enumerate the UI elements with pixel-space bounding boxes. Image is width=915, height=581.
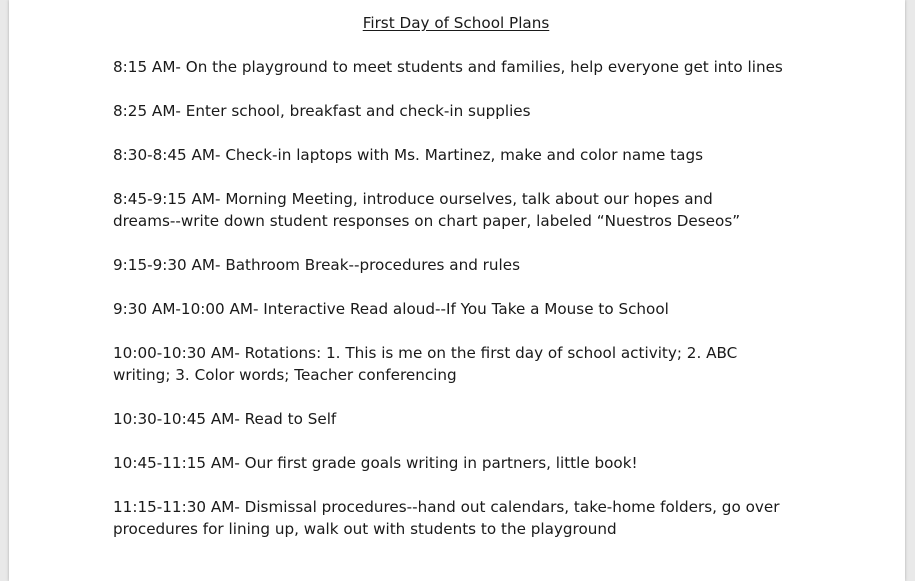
schedule-entry xyxy=(113,188,813,232)
entry-line: 11:15-11:30 AM- Dismissal procedures--hand out calendars, take-home folders, go over xyxy=(113,498,780,516)
schedule-entry xyxy=(113,408,813,430)
entry-line: dreams--write down student responses on chart paper, labeled “Nuestros Deseos” xyxy=(113,212,741,230)
entry-line: 10:00-10:30 AM- Rotations: 1. This is me on the first day of school activity; 2. ABC xyxy=(113,344,738,362)
schedule-entry xyxy=(113,144,813,166)
schedule-entry xyxy=(113,496,813,540)
schedule-entry xyxy=(113,100,813,122)
schedule-entry xyxy=(113,56,813,78)
entry-line: 10:30-10:45 AM- Read to Self xyxy=(113,410,337,428)
entry-line: 8:25 AM- Enter school, breakfast and check-in supplies xyxy=(113,102,531,120)
schedule-entry xyxy=(113,254,813,276)
entry-line: 10:45-11:15 AM- Our first grade goals writing in partners, little book! xyxy=(113,454,638,472)
entry-line: 8:15 AM- On the playground to meet students and families, help everyone get into lines xyxy=(113,58,783,76)
entry-line: 9:15-9:30 AM- Bathroom Break--procedures and rules xyxy=(113,256,521,274)
entry-line: 9:30 AM-10:00 AM- Interactive Read aloud--If You Take a Mouse to School xyxy=(113,300,669,318)
schedule-entry xyxy=(113,342,813,386)
entry-line: writing; 3. Color words; Teacher conferencing xyxy=(113,366,457,384)
schedule-entry xyxy=(113,298,813,320)
document-body xyxy=(113,12,813,562)
schedule-entry xyxy=(113,452,813,474)
entry-line: 8:45-9:15 AM- Morning Meeting, introduce ourselves, talk about our hopes and xyxy=(113,190,713,208)
document-page xyxy=(9,0,905,581)
entry-line: procedures for lining up, walk out with students to the playground xyxy=(113,520,617,538)
entry-line: 8:30-8:45 AM- Check-in laptops with Ms. Martinez, make and color name tags xyxy=(113,146,703,164)
document-title: First Day of School Plans xyxy=(362,14,550,32)
